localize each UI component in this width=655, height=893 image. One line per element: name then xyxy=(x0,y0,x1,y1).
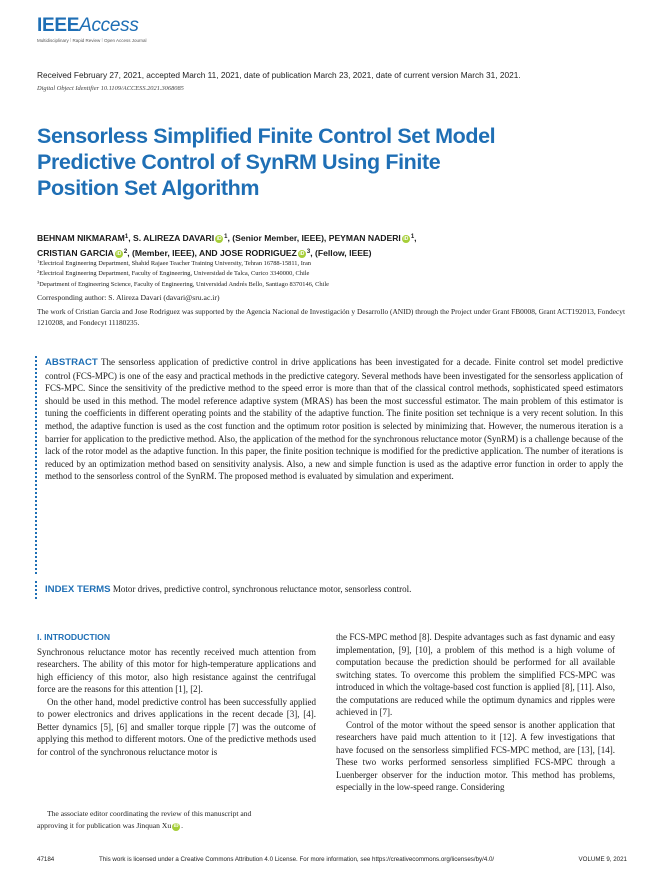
editor-note-line-1: The associate editor coordinating the review of this manuscript and xyxy=(47,809,252,818)
abstract-text: The sensorless application of predictive control in drive applications has been investigated for a decade. Finite control set model predictive control (FCS-MPC) is one of the easy and practical methods in the predictive category. Several methods have been investigated for the sensorless application of FCS-MPC. Since the sensitivity of the predictive method to the speed error is more than that of the classical control methods, sophisticated speed estimators should be used in this method. The model reference adaptive system (MRAS) has been the most successful estimator. The main problem of this estimator is tuning the coefficients in different operating points and the stability of the adaptive function. The finite position set technique is a very recent solution. In this method, the adaptive function is used as the cost function and the optimum rotor position is selected by minimizing that. However, the numerous iteration is a barrier for application to the predictive method. Also, the application of the method for the synchronous reluctance motor (SynRM) is a challenge because of the lack of the rotor model as the adaptive function. In this paper, the finite position technique is modified for the predictive application. The number of iterations is reduced by an optimization method based on sensitivity analysis. Also, a new and simple function is used as the adaptive error function in order to apply the method to the sensorless control of the SynRM. The proposed method is evaluated by simulation and experiment. xyxy=(45,357,623,482)
received-dates: Received February 27, 2021, accepted March 11, 2021, date of publication March 23, 2021, date of current version March 31, 2021. xyxy=(37,70,521,80)
author-davari: , S. ALIREZA DAVARI xyxy=(128,233,215,243)
intro-paragraph-1: Synchronous reluctance motor has recently received much attention from researchers. The ability of this motor for high-temperature applications and high efficiency of this motor, also high resistance against the centrifugal force are the reasons for this attention [1], [2]. xyxy=(37,646,316,694)
logo-wordmark xyxy=(37,16,147,36)
author-affil-sup: 1 xyxy=(224,234,228,240)
license-note[interactable]: This work is licensed under a Creative Commons Attribution 4.0 License. For more information, see https://creativecommons.org/licenses/by/4.0/ xyxy=(99,856,495,863)
author-naderi: , (Senior Member, IEEE), PEYMAN NADERI xyxy=(227,233,401,243)
author-affil-sup: 1 xyxy=(124,234,129,240)
author-rodriguez-membership: , (Fellow, IEEE) xyxy=(310,248,372,258)
logo-tagline: Multidisciplinary ⁞ Rapid Review ⁞ Open Access Journal xyxy=(37,38,147,43)
doi[interactable]: Digital Object Identifier 10.1109/ACCESS.2021.3068085 xyxy=(37,85,184,92)
abstract-sidebar-divider xyxy=(35,356,37,574)
index-terms xyxy=(45,583,623,597)
volume-label: VOLUME 9, 2021 xyxy=(578,856,627,863)
orcid-icon[interactable]: iD xyxy=(299,251,305,257)
author-affil-sup: 1 xyxy=(410,234,415,240)
author-list xyxy=(37,230,627,260)
column-right xyxy=(336,631,615,794)
intro-paragraph-2: On the other hand, model predictive control has been successfully applied to power electronics and drives applications in the recent decade [3], [4]. Better dynamics [5], [6] and smaller torque ripple [7] was the outcome of applying this method to different motors. One of the predictive methods used for control of the synchronous reluctance motor is xyxy=(37,696,316,757)
abstract-heading: ABSTRACT xyxy=(45,357,98,368)
abstract xyxy=(45,356,623,483)
orcid-icon[interactable]: iD xyxy=(216,236,222,242)
author-affil-sup: 2 xyxy=(123,249,128,255)
index-sidebar-divider xyxy=(35,581,37,599)
column-left xyxy=(37,631,316,758)
editor-note-line-2: approving it for publication was Jinquan Xu iD . xyxy=(37,821,184,830)
editor-note xyxy=(37,808,316,832)
intro-paragraph-3: the FCS-MPC method [8]. Despite advantages such as fast dynamic and easy implementation, [9], [10], a problem of this method is a high volume of computation because the prediction should be performed for all available switching states. To overcome this problem the simplified FCS-MPC was introduced in which the voltage-based cost function is applied [8], [11]. Also, the computations are reduced while the optimum dynamics and ripples were achieved in [7]. xyxy=(336,632,615,717)
orcid-icon[interactable]: iD xyxy=(116,251,122,257)
affiliation-1: $^1$Electrical Engineering Department, Shahid Rajaee Teacher Training University, Tehran 16788-15811, Iran xyxy=(37,259,311,267)
affiliations xyxy=(37,258,627,289)
page-number: 47184 xyxy=(37,856,55,863)
orcid-icon[interactable]: iD xyxy=(173,824,179,829)
author-rodriguez: , (Member, IEEE), AND JOSE RODRIGUEZ xyxy=(127,248,297,258)
orcid-icon[interactable]: iD xyxy=(403,236,409,242)
affiliation-2: $^2$Electrical Engineering Department, Faculty of Engineering, Universidad de Talca, Curico 3340000, Chile xyxy=(37,269,310,278)
logo-ieee: IEEE xyxy=(37,15,80,36)
corresponding-author: Corresponding author: S. Alireza Davari (davari@sru.ac.ir) xyxy=(37,293,220,302)
funding-note: The work of Cristian Garcia and Jose Rodriguez was supported by the Agencia Nacional de Investigación y Desarrollo (ANID) through the Project under Grant FB0008, Grant ACT192013, Fondecyt 1210208, and Fondecyt 11180235. xyxy=(37,307,626,327)
intro-paragraph-4: Control of the motor without the speed sensor is another application that researchers have paid much attention to it [12]. A few investigations that have focused on the sensorless simplified FCS-MPC method, are [13], [14]. These two works performed sensorless simplified FCS-MPC through a Luenberger observer for the induction motor. This method has problems, especially in the low-speed range. Considering xyxy=(336,719,615,792)
index-terms-heading: INDEX TERMS xyxy=(45,584,111,595)
paper-title: Sensorless Simplified Finite Control Set Model Predictive Control of SynRM Using Finite Position Set Algorithm xyxy=(37,124,496,200)
journal-logo xyxy=(37,16,147,43)
author-affil-sup: 3 xyxy=(306,249,311,255)
author-garcia: CRISTIAN GARCIA xyxy=(37,248,114,258)
logo-access: Access xyxy=(79,15,139,36)
author-nikmaram: BEHNAM NIKMARAM xyxy=(37,233,125,243)
affiliation-3: $^3$Department of Engineering Science, Faculty of Engineering, Universidad Andrés Bello, Santiago 8370146, Chile xyxy=(37,279,329,288)
index-terms-text: Motor drives, predictive control, synchronous reluctance motor, sensorless control. xyxy=(112,584,412,594)
author-line-1: BEHNAM NIKMARAM$^1$, S. ALIREZA DAVARI iD $^1$, (Senior Member, IEEE), PEYMAN NADERI iD $^1$, xyxy=(37,233,417,243)
section-heading-introduction: I. INTRODUCTION xyxy=(37,632,111,642)
